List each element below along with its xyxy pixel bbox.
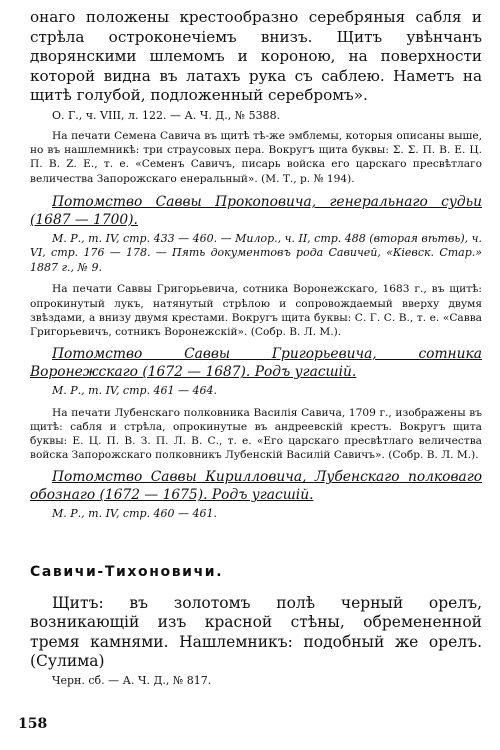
shield-paragraph: Щитъ: въ золотомъ полѣ черный орелъ, возникающій изъ красной стѣны, обремененной тремя камнями. Нашлемникъ: подобный же орелъ. (Сулима) bbox=[30, 593, 482, 671]
source-citation-3: М. Р., т. IV, стр. 461 — 464. bbox=[52, 384, 218, 398]
top-paragraph: онаго положены крестообразно серебряныя сабля и стрѣла остроконечіемъ внизъ. Щитъ увѣнчанъ дворянскими шлемомъ и короною, на поверхности которой видна въ латахъ рука съ саблею. Наметъ на щитѣ голубой, подложенный серебромъ». bbox=[30, 8, 482, 104]
heading-grigorievich-text: Потомство Саввы Григорьевича, сотника Воронежскаго (1672 — 1687). Родъ угасшій. bbox=[30, 346, 482, 381]
heading-prokopovich bbox=[30, 193, 482, 229]
page-content bbox=[30, 8, 482, 688]
savva-paragraph: На печати Саввы Григорьевича, сотника Воронежскаго, 1683 г., въ щитѣ: опрокинутый лукъ, натянутый стрѣлою и сопровождаемый вверху двумя звѣздами, а внизу двумя крестами. Вокругъ щита буквы: С. Г. С. В., т. е. «Савва Григорьевичъ, сотникъ Воронежскій». (Собр. В. Л. М.). bbox=[30, 283, 482, 338]
heading-prokopovich-text: Потомство Саввы Прокоповича, генеральнаго судьи (1687 — 1700). bbox=[30, 193, 482, 228]
section-title: Савичи-Тихоновичи. bbox=[30, 563, 224, 580]
page-number: 158 bbox=[18, 716, 48, 732]
semen-paragraph: На печати Семена Савича въ щитѣ тѣ-же эмблемы, которыя описаны выше, но въ нашлемникѣ: три страусовых пера. Вокругъ щита буквы: Σ. Σ. П. В. Е. Ц. П. В. Z. Е., т. е. «Семенъ Савичъ, писарь войска его царскаго пресвѣтлагo величества Запорожскаго енеральный». (М. Т., р. № 194). bbox=[30, 130, 482, 185]
source-citation-2: М. Р., т. IV, стр. 433 — 460. — Милор., ч. II, стр. 488 (вторая вѣтвь), ч. VI, стр. 176 — 178. — Пять документовъ рода Савичей, «Кіевск. Стар.» 1887 г., № 9. bbox=[30, 231, 482, 274]
source-citation-4: М. Р., т. IV, стр. 460 — 461. bbox=[52, 507, 218, 521]
source-citation-5: Черн. сб. — А. Ч. Д., № 817. bbox=[52, 673, 212, 687]
vasily-paragraph: На печати Лубенскаго полковника Василія Савича, 1709 г., изображены въ щитѣ: сабля и стрѣла, опрокинутые въ андреевскій крестъ. Вокругъ щита буквы: Е. Ц. П. В. З. П. Л. В. С., т. е. «Его царскаго пресвѣтлагo величества войска Запорожскаго полковникъ Лубенскій Василій Савичъ». (Собр. В. Л. М.). bbox=[30, 406, 482, 462]
source-citation-1: О. Г., ч. VIII, л. 122. — А. Ч. Д., № 5388. bbox=[52, 108, 281, 122]
heading-kirillovich-text: Потомство Саввы Кирилловича, Лубенскаго полковаго обознаго (1672 — 1675). Родъ угасшій. bbox=[30, 469, 482, 504]
heading-grigorievich bbox=[30, 345, 482, 381]
heading-kirillovich bbox=[30, 468, 482, 504]
